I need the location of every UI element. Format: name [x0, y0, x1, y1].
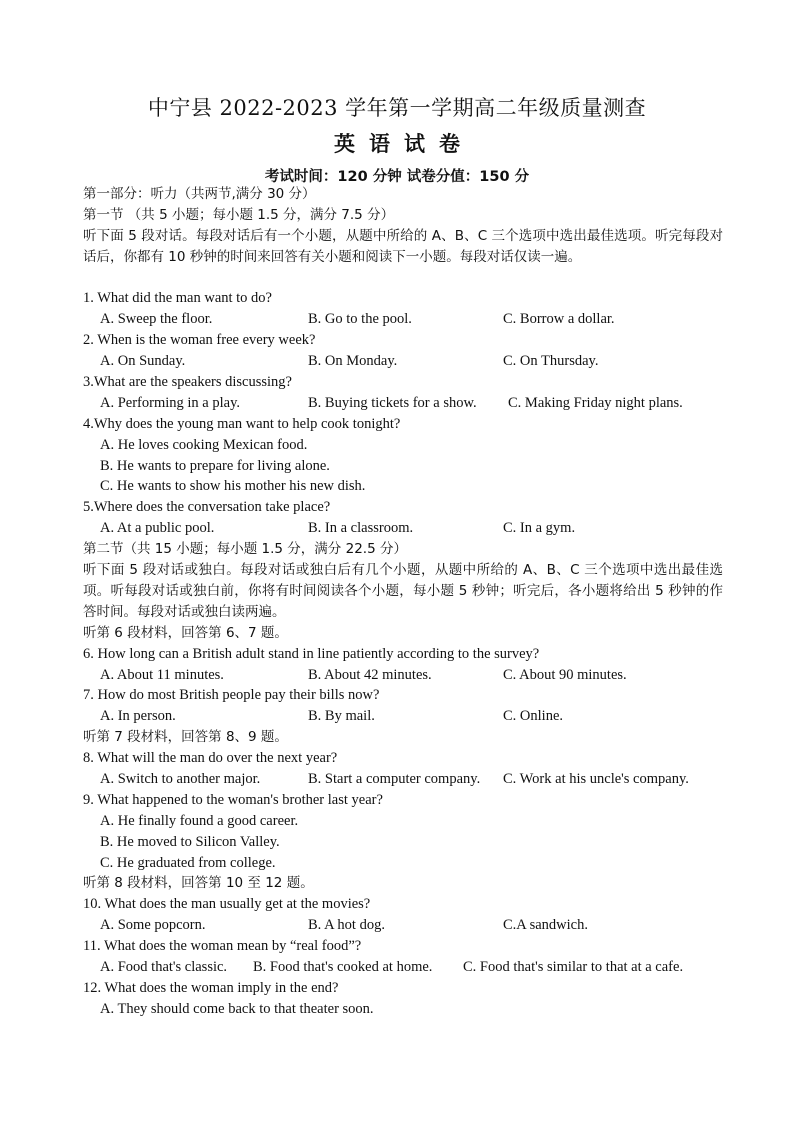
option-c: C. Borrow a dollar. — [503, 311, 615, 328]
question-5-options — [83, 518, 723, 539]
exam-body — [83, 184, 723, 1020]
option-a: A. Sweep the floor. — [100, 311, 213, 328]
option-c: C. Work at his uncle's company. — [503, 770, 689, 787]
question-3: 3.What are the speakers discussing? — [83, 374, 292, 391]
material-6-label: 听第 6 段材料，回答第 6、7 题。 — [83, 624, 288, 641]
part1-heading: 第一部分：听力（共两节,满分 30 分） — [83, 186, 316, 202]
option-a: A. Switch to another major. — [100, 770, 261, 787]
option-b: B. On Monday. — [308, 353, 398, 370]
option-b: B. A hot dog. — [308, 917, 385, 934]
option-c: C. Online. — [503, 708, 564, 725]
option-b: B. About 42 minutes. — [308, 666, 432, 683]
option-b: B. By mail. — [308, 708, 375, 725]
question-7-options — [83, 706, 723, 727]
question-10-options — [83, 915, 723, 936]
question-3-options — [83, 393, 723, 414]
option-a: A. They should come back to that theater soon. — [100, 1000, 374, 1017]
section2-heading: 第二节（共 15 小题；每小题 1.5 分，满分 22.5 分） — [83, 541, 407, 558]
question-11: 11. What does the woman mean by “real food”? — [83, 938, 362, 955]
question-1-options — [83, 309, 723, 330]
option-b: B. Buying tickets for a show. — [308, 394, 477, 411]
option-a: A. Performing in a play. — [100, 394, 241, 411]
option-c: C. About 90 minutes. — [503, 666, 627, 683]
question-4: 4.Why does the young man want to help cook tonight? — [83, 415, 401, 432]
material-7-label: 听第 7 段材料，回答第 8、9 题。 — [83, 729, 288, 746]
option-b: B. Food that's cooked at home. — [253, 958, 433, 975]
option-a: A. Food that's classic. — [100, 958, 228, 975]
option-b: B. Go to the pool. — [308, 311, 412, 328]
question-6-options — [83, 665, 723, 686]
option-c: C. He graduated from college. — [100, 854, 276, 871]
option-c: C. Food that's similar to that at a cafe. — [463, 958, 684, 975]
section1-instructions: 听下面 5 段对话。每段对话后有一个小题，从题中所给的 A、B、C 三个选项中选出最佳选项。听完每段对话后，你都有 10 秒钟的时间来回答有关小题和阅读下一小题。每段对话仅读一遍。 — [83, 227, 723, 265]
option-a: A. About 11 minutes. — [100, 666, 224, 683]
question-8-options — [83, 769, 723, 790]
section2-instructions: 听下面 5 段对话或独白。每段对话或独白后有几个小题，从题中所给的 A、B、C 三个选项中选出最佳选项。听每段对话或独白前，你将有时间阅读各个小题，每小题 5 秒钟；听完后，各小题将给出 5 秒钟的作答时间。每段对话或独白读两遍。 — [83, 562, 723, 620]
option-c: C. In a gym. — [503, 520, 576, 537]
option-c: C.A sandwich. — [503, 917, 588, 934]
option-a: A. At a public pool. — [100, 520, 215, 537]
option-c: C. He wants to show his mother his new dish. — [100, 478, 366, 495]
question-5: 5.Where does the conversation take place? — [83, 499, 331, 516]
option-a: A. He finally found a good career. — [100, 812, 299, 829]
material-8-label: 听第 8 段材料，回答第 10 至 12 题。 — [83, 875, 314, 892]
option-b: B. He moved to Silicon Valley. — [100, 833, 280, 850]
question-9: 9. What happened to the woman's brother last year? — [83, 791, 383, 808]
question-7: 7. How do most British people pay their bills now? — [83, 687, 380, 704]
question-8: 8. What will the man do over the next year? — [83, 750, 338, 767]
exam-subject: 英语试卷 — [334, 131, 474, 156]
question-6: 6. How long can a British adult stand in line patiently according to the survey? — [83, 645, 540, 662]
exam-meta: 考试时间：120 分钟 试卷分值：150 分 — [264, 169, 530, 185]
option-a: A. He loves cooking Mexican food. — [100, 436, 308, 453]
option-c: C. On Thursday. — [503, 353, 599, 370]
question-2: 2. When is the woman free every week? — [83, 332, 316, 349]
question-12: 12. What does the woman imply in the end? — [83, 979, 339, 996]
question-10: 10. What does the man usually get at the movies? — [83, 896, 371, 913]
option-a: A. In person. — [100, 708, 176, 725]
option-b: B. In a classroom. — [308, 520, 414, 537]
option-a: A. Some popcorn. — [100, 917, 206, 934]
question-11-options — [83, 957, 723, 978]
option-a: A. On Sunday. — [100, 353, 186, 370]
exam-title: 中宁县 2022-2023 学年第一学期高二年级质量测查 — [147, 96, 647, 120]
section1-heading: 第一节 （共 5 小题；每小题 1.5 分，满分 7.5 分） — [83, 206, 395, 223]
option-b: B. Start a computer company. — [308, 770, 481, 787]
question-2-options — [83, 351, 723, 372]
option-b: B. He wants to prepare for living alone. — [100, 457, 330, 474]
option-c: C. Making Friday night plans. — [508, 394, 683, 411]
question-1: 1. What did the man want to do? — [83, 290, 272, 307]
